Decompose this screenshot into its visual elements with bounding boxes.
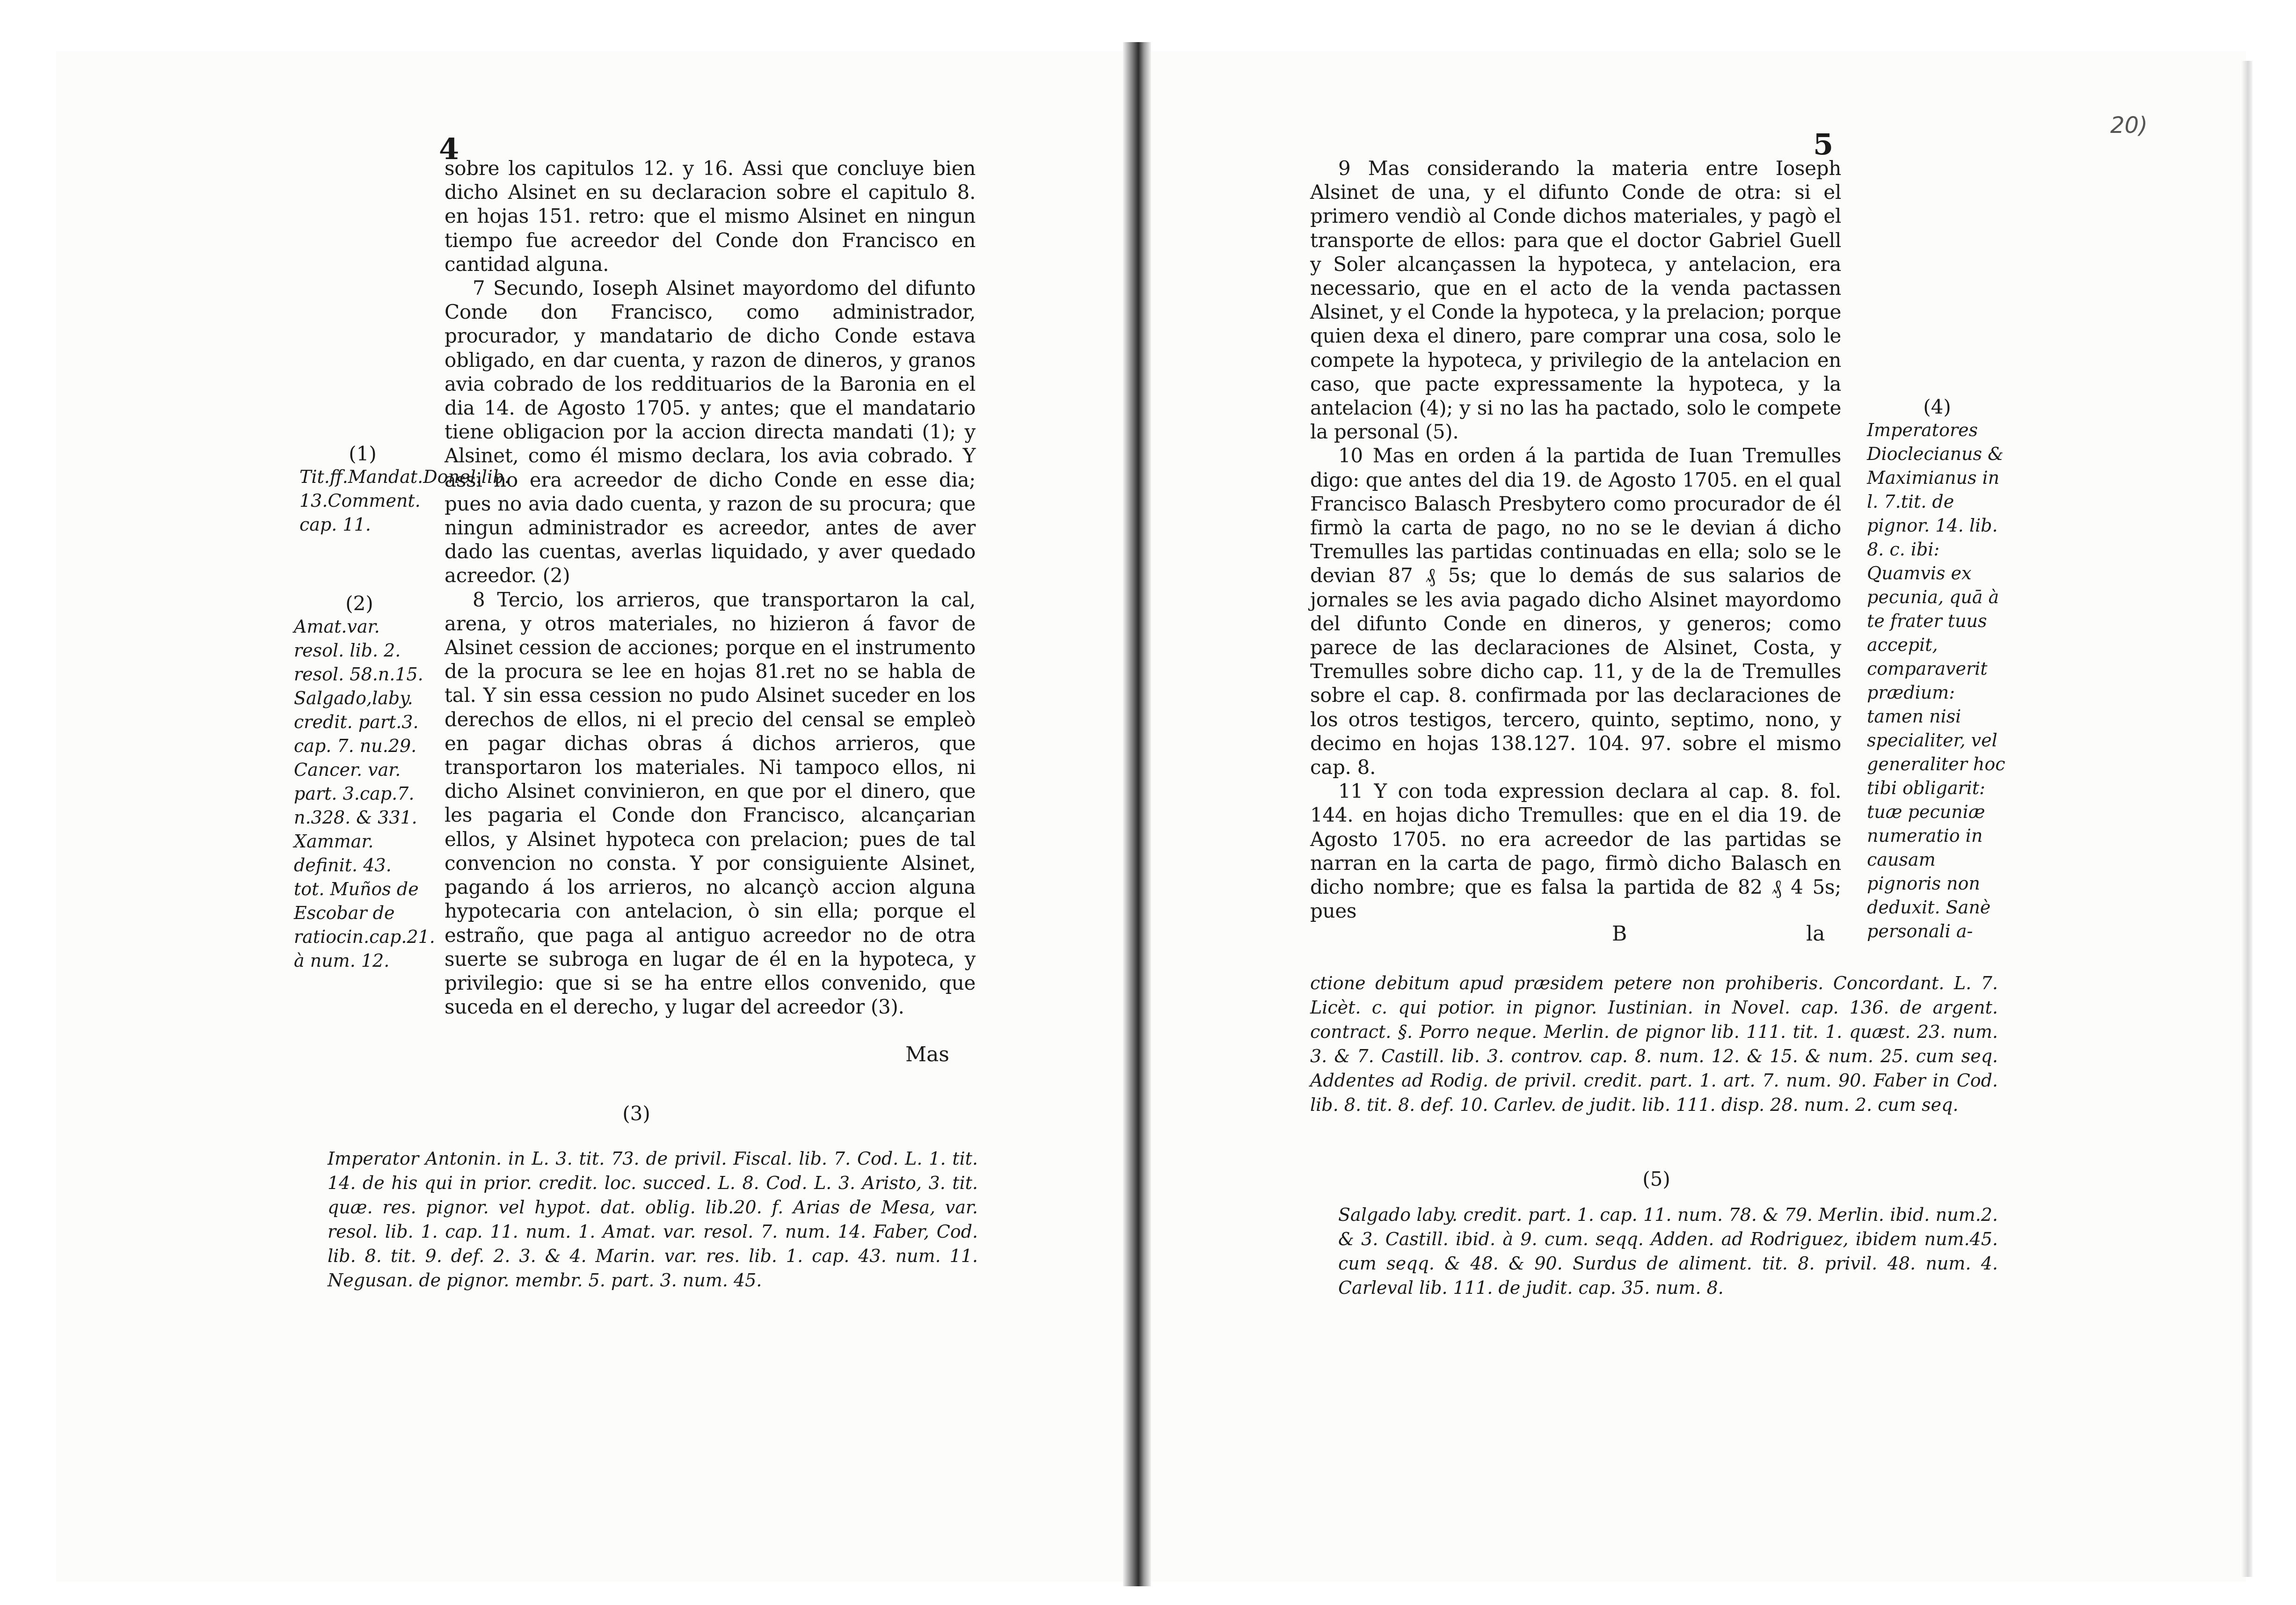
left-catchword: Mas [905, 1043, 949, 1066]
left-paragraph-8: 8 Tercio, los arrieros, que transportaron la cal, arena, y otros materiales, no hizieron á favor de Alsinet cession de acciones; porque en el instrumento de la procura se lee en hojas 81.ret no se habla de tal. Y sin essa cession no pudo Alsinet suceder en los derechos de ellos, ni el precio del censal se empleò en pagar dichas obras á dichos arrieros, que transportaron los materiales. Ni tampoco ellos, ni dicho Alsinet convinieron, en que por el dinero, que les pagaria el Conde don Francisco, alcançarian ellos, y Alsinet hypoteca con prelacion; pues de tal convencion no consta. Y por consiguiente Alsinet, pagando á los arrieros, no alcançò accion alguna hypotecaria con antelacion, ò sin ella; porque el estraño, que paga al antiguo acreedor no de otra suerte se subroga en lugar de él en la hypoteca, y privilegio: que si se ha entre ellos convenido, que suceda en el derecho, y lugar del acreedor (3). [445, 588, 976, 1019]
left-page-number: 4 [439, 132, 459, 166]
left-margin-note-1 [299, 442, 510, 537]
right-main-text [1310, 156, 1841, 923]
margin-note-number: (4) [1923, 395, 1951, 418]
right-footnote-number: (5) [1642, 1167, 1670, 1190]
right-paragraph-11: 11 Y con toda expression declara al cap. 8. fol. 144. en hojas dicho Tremulles: que en el dia 19. de Agosto 1705. no era acreedor de las partidas se narran en la carta de pago, firmò dicho Balasch en dicho nombre; que es falsa la partida de 82 ₰ 4 5s; pues [1310, 780, 1841, 923]
left-main-text [445, 156, 976, 1019]
margin-note-number: (1) [349, 442, 377, 465]
signature-mark: B [1612, 922, 1627, 946]
right-catchword: la [1806, 922, 1825, 946]
margin-note-text: Imperatores Dioclecianus & Maximianus in l. 7.tit. de pignor. 14. lib. 8. c. ibi: Quamvis ex pecunia, quā à te frater tuus accepit, comparaverit prædium: tamen nisi specialiter, vel generaliter hoc tibi obligarit: tuæ pecuniæ numeratio in causam pignoris non deduxit. Sanè personali a- [1867, 420, 2005, 941]
right-footnote-text: Salgado laby. credit. part. 1. cap. 11. num. 78. & 79. Merlin. ibid. num.2. & 3. Castill. ibid. à 9. cum. seqq. Adden. ad Rodriguez, ibidem num.45. cum seqq. & 48. & 90. Surdus de aliment. tit. 8. privil. 48. num. 4. Carleval lib. 111. de judit. cap. 35. num. 8. [1338, 1204, 1998, 1298]
right-margin-note-4 [1867, 395, 2007, 943]
margin-note-text: Tit.ff.Mandat.Donel.lib. 13.Comment. cap. 11. [299, 467, 510, 535]
right-page-number: 5 [1813, 127, 1834, 161]
page-edge [2241, 61, 2252, 1577]
left-footnote-number: (3) [622, 1102, 650, 1125]
left-paragraph-7: 7 Secundo, Ioseph Alsinet mayordomo del difunto Conde don Francisco, como administrador, procurador, y mandatario de dicho Conde estava obligado, en dar cuenta, y razon de dineros, y granos avia cobrado de los reddituarios de la Baronia en el dia 14. de Agosto 1705. y antes; que el mandatario tiene obligacion por la accion directa mandati (1); y Alsinet, como él mismo declara, los avia cobrado. Y assi no era acreedor de dicho Conde en esse dia; pues no avia dado cuenta, y razon de su procura; que ningun administrador es acreedor, antes de aver dado las cuentas, averlas liquidado, y aver quedado acreedor. (2) [445, 277, 976, 587]
left-paragraph-1: sobre los capitulos 12. y 16. Assi que concluye bien dicho Alsinet en su declaracion sobre el capitulo 8. en hojas 151. retro: que el mismo Alsinet en ningun tiempo fue acreedor del Conde don Francisco en cantidad alguna. [445, 157, 976, 276]
handwritten-folio-note: 20) [2110, 112, 2148, 139]
right-paragraph-9: 9 Mas considerando la materia entre Ioseph Alsinet de una, y el difunto Conde de otra: si el primero vendiò al Conde dichos materiales, y pagò el transporte de ellos: para que el doctor Gabriel Guell y Soler alcançassen la hypoteca, y antelacion, era necessario, que en el acto de la venda pactassen Alsinet, y el Conde la hypoteca, y la prelacion; porque quien dexa el dinero, pare comprar una cosa, solo le compete la hypoteca, y privilegio de la antelacion en caso, que pacte expressamente la hypoteca, y la antelacion (4); y si no las ha pactado, solo le compete la personal (5). [1310, 157, 1841, 444]
left-footnote-text: Imperator Antonin. in L. 3. tit. 73. de privil. Fiscal. lib. 7. Cod. L. 1. tit. 14. de his qui in prior. credit. loc. succed. L. 8. Cod. L. 3. Aristo, 3. tit. quæ. res. pignor. vel hypot. dat. oblig. lib.20. f. Arias de Mesa, var. resol. lib. 1. cap. 11. num. 1. Amat. var. resol. 7. num. 14. Faber, Cod. lib. 8. tit. 9. def. 2. 3. & 4. Marin. var. res. lib. 1. cap. 43. num. 11. Negusan. de pignor. membr. 5. part. 3. num. 45. [328, 1148, 978, 1291]
right-paragraph-10: 10 Mas en orden á la partida de Iuan Tremulles digo: que antes del dia 19. de Agosto 1705. en el qual Francisco Balasch Presbytero como procurador de él firmò la carta de pago, no no se le devian á dicho Tremulles las partidas continuadas en ella; solo se le devian 87 ₰ 5s; que lo demás de sus salarios de jornales se les avia pagado dicho Alsinet mayordomo del difunto Conde en dineros, y generos; como parece de las declaraciones de Alsinet, Costa, y Tremulles sobre dicho cap. 11, y de la de Tremulles sobre el cap. 8. confirmada por las declaraciones de los otros testigos, tercero, quinto, septimo, nono, y decimo en hojas 138.127. 104. 97. sobre el mismo cap. 8. [1310, 444, 1841, 779]
book-gutter [1123, 42, 1151, 1586]
note-4-continuation: ctione debitum apud præsidem petere non prohiberis. Concordant. L. 7. Licèt. c. qui potior. in pignor. Iustinian. in Novel. cap. 136. de argent. contract. §. Porro neque. Merlin. de pignor lib. 111. tit. 1. quæst. 23. num. 3. & 7. Castill. lib. 3. controv. cap. 8. num. 12. & 15. & num. 25. cum seq. Addentes ad Rodig. de privil. credit. part. 1. art. 7. num. 90. Faber in Cod. lib. 8. tit. 8. def. 10. Carlev. de judit. lib. 111. disp. 28. num. 2. cum seq. [1310, 973, 1998, 1115]
left-margin-note-2 [294, 592, 435, 973]
margin-note-number: (2) [345, 592, 373, 615]
margin-note-text: Amat.var. resol. lib. 2. resol. 58.n.15. Salgado,laby. credit. part.3. cap. 7. nu.29. Cancer. var. part. 3.cap.7. n.328. & 331. Xammar. definit. 43. tot. Muños de Escobar de ratiocin.cap.21. à num. 12. [294, 616, 435, 971]
